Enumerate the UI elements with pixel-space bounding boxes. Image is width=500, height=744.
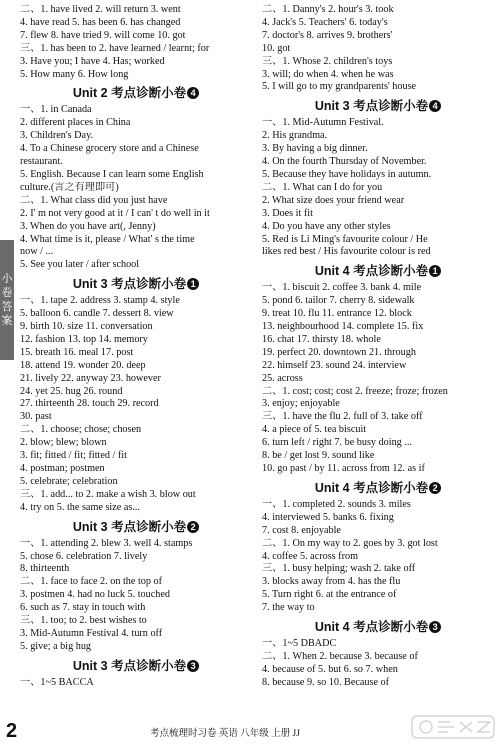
answer-line: 30. past [20, 411, 52, 423]
section-heading-text: Unit 2 考点诊断小卷 [72, 86, 187, 101]
section-number-badge: 3 [429, 621, 441, 633]
answer-line: 2. What size does your friend wear [262, 194, 405, 206]
answer-line: 三、1. add... to 2. make a wish 3. blow out [20, 488, 196, 500]
answer-line: 二、1. On my way to 2. goes by 3. got lost [262, 537, 438, 549]
answer-line: 24. yet 25. hug 26. round [20, 385, 123, 397]
answer-line: restaurant. [20, 156, 63, 168]
answer-line: 5. celebrate; celebration [20, 475, 118, 487]
answer-line: 7. doctor's 8. arrives 9. brothers' [262, 29, 393, 41]
answer-line: 27. thirteenth 28. touch 29. record [20, 398, 159, 410]
answer-line: 一、1. attending 2. blew 3. well 4. stamps [20, 537, 193, 549]
answer-line: 二、1. Danny's 2. hour's 3. took [262, 4, 394, 15]
answer-line: 一、1. in Canada [20, 104, 92, 116]
answer-line: 25. across [262, 372, 303, 384]
answer-line: 8. be / get lost 9. sound like [262, 450, 375, 462]
answer-line: 3. When do you have art(, Jenny) [20, 220, 156, 232]
answer-line: 3. Have you; I have 4. Has; worked [20, 55, 165, 67]
footer-book-title: 考点梳理时习卷 英语 八年级 上册 JJ [150, 729, 300, 739]
answer-line: 3. enjoy; enjoyable [262, 398, 340, 410]
answer-line: 5. Because they have holidays in autumn. [262, 168, 432, 180]
section-heading-text: Unit 3 考点诊断小卷 [72, 519, 187, 534]
answer-line: 5. English. Because I can learn some English [20, 168, 204, 180]
section-heading-text: Unit 3 考点诊断小卷 [72, 658, 187, 673]
answer-line: 4. postman; postmen [20, 463, 105, 474]
answer-line: 6. such as 7. stay in touch with [20, 602, 146, 614]
answer-line: 4. try on 5. the same size as... [20, 501, 140, 513]
answer-line: 5. balloon 6. candle 7. dessert 8. view [20, 308, 174, 320]
section-heading-text: Unit 4 考点诊断小卷 [314, 264, 429, 279]
answer-line: 一、1~5 DBADC [262, 638, 337, 650]
answer-line: 9. birth 10. size 11. conversation [20, 321, 153, 333]
section-number-badge: 2 [187, 521, 199, 533]
answer-line: 一、1. biscuit 2. coffee 3. bank 4. mile [262, 282, 422, 294]
answer-line: 16. chat 17. thirsty 18. whole [262, 333, 381, 345]
answer-line: 3. Mid-Autumn Festival 4. turn off [20, 627, 163, 639]
answer-line: 三、1. busy helping; wash 2. take off [262, 563, 416, 575]
answer-line: 三、1. Whose 2. children's toys [262, 55, 393, 67]
answer-line: 4. To a Chinese grocery store and a Chinese [20, 143, 199, 155]
answer-line: 一、1. tape 2. address 3. stamp 4. style [20, 295, 180, 307]
answer-line: 8. thirteenth [20, 563, 70, 575]
page-footer [0, 720, 500, 744]
section-number-badge: 4 [429, 100, 441, 112]
answer-line: 3. blocks away from 4. has the flu [262, 576, 401, 588]
answer-line: 3. By having a big dinner. [262, 143, 368, 155]
answer-line: 4. have read 5. has been 6. has changed [20, 16, 181, 28]
section-heading [262, 479, 494, 497]
answer-line: 5. pond 6. tailor 7. cherry 8. sidewalk [262, 295, 415, 307]
section-number-badge: 4 [187, 87, 199, 99]
section-heading-text: Unit 4 考点诊断小卷 [314, 620, 429, 635]
answer-line: 6. turn left / right 7. be busy doing ... [262, 437, 412, 449]
answer-line: 5. I will go to my grandparents' house [262, 81, 417, 93]
answer-line: 18. attend 19. wonder 20. deep [20, 359, 146, 371]
answer-line: 3. Children's Day. [20, 130, 94, 142]
side-tab-char: 小 [1, 272, 13, 285]
answer-line: 4. Jack's 5. Teachers' 6. today's [262, 16, 388, 28]
answer-line: 3. fit; fitted / fit; fitted / fit [20, 450, 127, 462]
answer-line: 7. cost 8. enjoyable [262, 524, 341, 536]
section-heading-text: Unit 4 考点诊断小卷 [314, 480, 429, 495]
left-answer-column [20, 4, 252, 690]
answer-line: 4. coffee 5. across from [262, 550, 358, 562]
answer-line: 4. a piece of 5. tea biscuit [262, 424, 367, 436]
answer-line: likes red best / His favourite colour is red [262, 246, 431, 258]
answer-line: 5. See you later / after school [20, 259, 140, 271]
answer-line: 2. His grandma. [262, 130, 328, 142]
answer-line: 8. because 9. so 10. Because of [262, 676, 390, 688]
answer-line: 9. treat 10. flu 11. entrance 12. block [262, 308, 412, 320]
answer-line: 5. How many 6. How long [20, 68, 129, 80]
answer-line: 二、1. face to face 2. on the top of [20, 576, 163, 588]
answer-line: 7. flew 8. have tried 9. will come 10. got [20, 29, 186, 41]
answer-line: 一、1~5 BACCA [20, 676, 94, 688]
answer-line: 二、1. cost; cost; cost 2. freeze; froze; frozen [262, 385, 448, 397]
answer-line: culture.(言之有理即可) [20, 181, 119, 193]
side-tab-char: 案 [1, 314, 13, 327]
answer-line: 15. breath 16. meal 17. post [20, 346, 134, 358]
answer-line: 3. will; do when 4. when he was [262, 68, 394, 80]
section-heading [262, 97, 494, 115]
answer-line: 2. I' m not very good at it / I can' t do well in it [20, 207, 210, 219]
answer-line: 22. himself 23. sound 24. interview [262, 359, 407, 371]
answer-line: 二、1. have lived 2. will return 3. went [20, 4, 181, 15]
side-tab-label [0, 240, 14, 360]
answer-line: 2. different places in China [20, 117, 131, 129]
answer-line: 2. blow; blew; blown [20, 437, 107, 449]
answer-line: 12. fashion 13. top 14. memory [20, 333, 148, 345]
answer-line: 5. Turn right 6. at the entrance of [262, 589, 397, 601]
answer-line: 13. neighbourhood 14. complete 15. fix [262, 321, 424, 333]
answer-line: 4. because of 5. but 6. so 7. when [262, 663, 398, 675]
answer-line: 5. give; a big hug [20, 640, 92, 652]
answer-line: 三、1. has been to 2. have learned / learnt; for [20, 42, 210, 54]
answer-line: 10. got [262, 42, 291, 54]
answer-line: 二、1. What can I do for you [262, 181, 383, 193]
answer-line: 19. perfect 20. downtown 21. through [262, 346, 416, 358]
answer-line: 10. go past / by 11. across from 12. as if [262, 463, 425, 474]
section-heading-text: Unit 3 考点诊断小卷 [72, 277, 187, 292]
answer-line: 二、1. choose; chose; chosen [20, 424, 142, 436]
answer-line: 三、1. too; to 2. best wishes to [20, 615, 147, 627]
section-number-badge: 2 [429, 482, 441, 494]
answer-line: 3. postmen 4. had no luck 5. touched [20, 589, 170, 601]
answer-line: now / ... [20, 246, 54, 258]
page-number: 2 [6, 720, 18, 742]
side-tab-char: 卷 [1, 286, 13, 299]
section-number-badge: 1 [429, 265, 441, 277]
section-heading [262, 262, 494, 280]
answer-line: 7. the way to [262, 602, 315, 614]
answer-line: 3. Does it fit [262, 207, 313, 219]
section-heading [20, 657, 252, 675]
answer-line: 一、1. Mid-Autumn Festival. [262, 117, 384, 129]
answer-line: 二、1. When 2. because 3. because of [262, 650, 418, 662]
answer-line: 4. interviewed 5. banks 6. fixing [262, 511, 394, 523]
side-tab-char: 答 [1, 300, 13, 313]
section-number-badge: 3 [187, 660, 199, 672]
answer-line: 4. On the fourth Thursday of November. [262, 156, 427, 168]
answer-line: 4. Do you have any other styles [262, 220, 391, 232]
answer-line: 4. What time is it, please / What' s the time [20, 233, 195, 245]
answer-line: 21. lively 22. anyway 23. however [20, 372, 161, 384]
section-heading-text: Unit 3 考点诊断小卷 [314, 99, 429, 114]
section-heading [20, 275, 252, 293]
answer-line: 三、1. have the flu 2. full of 3. take off [262, 411, 423, 423]
answer-line: 二、1. What class did you just have [20, 194, 168, 206]
section-number-badge: 1 [187, 278, 199, 290]
section-heading [20, 518, 252, 536]
right-answer-column [262, 4, 494, 690]
watermark-logo-icon [410, 712, 496, 742]
answer-line: 5. Red is Li Ming's favourite colour / He [262, 233, 428, 245]
section-heading [20, 84, 252, 102]
answer-line: 一、1. completed 2. sounds 3. miles [262, 498, 411, 510]
answer-line: 5. chose 6. celebration 7. lively [20, 550, 148, 562]
section-heading [262, 618, 494, 636]
